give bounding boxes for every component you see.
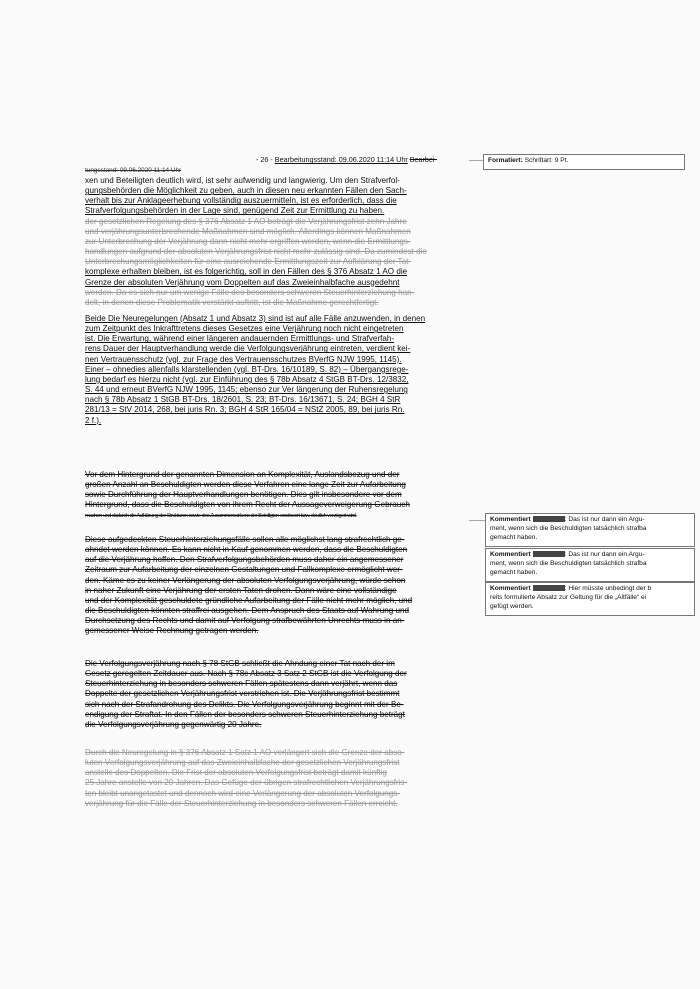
paragraph-6 xyxy=(85,748,469,809)
p4-line: ahndet werden können. Es kann nicht in Kauf genommen werden, dass die Beschuldigten xyxy=(85,545,408,555)
p6-line: luten Verfolgungsverjährung auf das Zweieinhalbfache der gesetzlichen Verjährungsfrist xyxy=(85,758,400,768)
p1-line: Unterbrechungsmöglichkeiten für eine ausreichende Ermittlungszeit zur Aufklärung der Tat- xyxy=(85,257,412,267)
p1-line: Strafverfolgungsbehörden in der Lage sind, genügend Zeit zur Ermittlung zu haben. xyxy=(85,206,385,216)
comment-text: ment, wenn sich die Beschuldigten tatsächlich strafba xyxy=(490,525,647,532)
paragraph-5 xyxy=(85,659,469,730)
p2-line: 281/13 = StV 2014, 268, bei juris Rn. 3; BGH 4 StR 165/04 = NStZ 2005, 89, bei juris Rn. xyxy=(85,405,405,415)
p6-line: verjährung für die Fälle der Steuerhinterziehung in besonders schweren Fällen erreicht. xyxy=(85,798,398,808)
comment-text: gemacht haben. xyxy=(490,569,538,576)
p1-line: werden. Da es sich nur um wenige Fälle des besonders schweren Steuerhinterziehung han- xyxy=(85,287,415,297)
p1-line: Grenze der absoluten Verjährung vom Doppelten auf das Zweieinhalbfache ausgedehnt xyxy=(85,277,400,287)
p2-line: ist. Die Erwartung, während einer längeren andauernden Ermittlungs- und Strafverfah- xyxy=(85,334,395,344)
comment-1[interactable]: Kommentiert : Das ist nur dann ein Argu- ment, wenn sich die Beschuldigten tatsächlich strafba gemacht haben. xyxy=(485,513,695,547)
p1-line: und verjährungsunterbrechende Maßnahmen sind möglich. Allerdings können Maßnahmen xyxy=(85,226,411,236)
comment-text: Hier müsste unbedingt der b xyxy=(568,585,652,592)
p5-line: endigung der Straftat. In den Fällen der besonders schweren Steuerhinterziehung beträgt xyxy=(85,709,405,719)
p2-line: Einer – ohnedies allenfalls klarstellenden (vgl. BT-Drs. 16/10189, S. 82) – Übergangsrege- xyxy=(85,364,409,374)
comment-label: Kommentiert xyxy=(490,516,531,523)
p4-line: den. Käme es zu keiner Verlängerung der absoluten Verfolgungsverjährung, würde schon xyxy=(85,575,406,585)
p4-line: und der Komplexität geschuldete gründliche Aufarbeitung der Fälle nicht mehr möglich, und xyxy=(85,595,413,605)
p4-line: in naher Zukunft eine Verjährung der ersten Taten drohen. Dann wäre eine vollständige xyxy=(85,585,397,595)
p3-line: Vor dem Hintergrund der genannten Dimension an Komplexität, Auslandsbezug und der xyxy=(85,470,400,479)
page-number: - 26 - xyxy=(256,155,273,164)
p2-line: lung bedarf es hierzu nicht (vgl. zur Einführung des § 78b Absatz 4 StGB BT-Drs. 12/3832, xyxy=(85,374,409,384)
p3-line: machen und dadurch die Aufklärung der Strukturen sowie des Zusammenwirkens der Beteiligten erschwert bzw. deutlich verzögert wird. xyxy=(85,512,357,519)
p5-line: Doppelte der gesetzlichen Verjährungsfrist verstrichen ist. Die Verjährungsfrist bestimmt xyxy=(85,689,400,699)
paragraph-4 xyxy=(85,535,469,637)
p4-line: Zeitraum zur Aufarbeitung der einzelnen Gestaltungen und Fallkomplexe ermöglicht wer- xyxy=(85,565,403,575)
p1-line: zur Unterbrechung der Verjährung dann nicht mehr ergriffen werden, wenn die Ermittlungs- xyxy=(85,236,411,246)
p4-line: gemessener Weise Rechnung getragen werden. xyxy=(85,626,259,636)
comment-label: Kommentiert xyxy=(490,551,531,558)
p5-line: sich nach der Strafandrohung des Delikts. Die Verfolgungsverjährung beginnt mit der Be- xyxy=(85,699,404,709)
p1-line: xen und Beteiligten deutlich wird, ist sehr aufwendig und langwierig. Um den Strafverfol- xyxy=(85,176,400,185)
status-line2: tungsstand: 09.06.2020 11:14 Uhr xyxy=(85,167,182,174)
comment-text: reits formulierte Absatz zur Geltung für die „Altfälle“ ei xyxy=(490,594,647,601)
p1-line: delt, in denen diese Problematik verstärkt auftritt, ist die Maßnahme gerechtfertigt. xyxy=(85,297,379,307)
p2-line: 2 f.). xyxy=(85,415,102,425)
comment-text: Das ist nur dann ein Argu- xyxy=(568,551,645,558)
paragraph-3 xyxy=(85,470,469,521)
formatted-note[interactable] xyxy=(483,154,685,170)
redacted-author xyxy=(533,551,565,557)
p5-line: die Verfolgungsverjährung gegenwärtig 20 Jahre. xyxy=(85,719,262,729)
page-header xyxy=(256,155,437,164)
p2-line: rens Dauer der Hauptverhandlung werde die Verfolgungsverjährung eintreten, verdient kei- xyxy=(85,344,411,354)
p4-line: Durchsetzung des Rechts und damit auf Verfolgung strafbewährten Unrechts muss in an- xyxy=(85,616,405,626)
comment-text: Das ist nur dann ein Argu- xyxy=(568,516,645,523)
comment-text: ment, wenn sich die Beschuldigten tatsächlich strafba xyxy=(490,560,647,567)
p3-line: sowie Durchführung der Hauptverhandlungen benötigen. Dies gilt insbesondere vor dem xyxy=(85,490,402,500)
p2-line: nach § 78b Absatz 1 StGB BT-Drs. 18/2601, S. 23; BT-Drs. 16/13671, S. 24; BGH 4 StR xyxy=(85,395,401,405)
p4-line: auf die Verjährung hoffen. Den Strafverfolgungsbehörden muss daher ein angemessener xyxy=(85,555,404,565)
p2-line: nen Vertrauensschutz (vgl. zur Frage des Vertrauensschutzes BVerfG NJW 1995, 1145). xyxy=(85,354,402,364)
comment-label: Kommentiert xyxy=(490,585,531,592)
connector-line xyxy=(469,520,485,521)
comment-3[interactable]: Kommentiert : Hier müsste unbedingt der b reits formulierte Absatz zur Geltung für die „Altfälle“ ei gefügt werden. xyxy=(485,582,695,616)
paragraph-1 xyxy=(85,176,469,308)
formatted-label: Formatiert: xyxy=(488,157,523,164)
p1-line: verhalt bis zur Anklageerhebung vollständig auszuermitteln, ist es erforderlich, dass die xyxy=(85,196,397,206)
p1-line: handlungen aufgrund der absoluten Verjährungsfrist nicht mehr zulässig sind. Da zumindest die xyxy=(85,247,427,257)
comment-2[interactable]: Kommentiert : Das ist nur dann ein Argu- ment, wenn sich die Beschuldigten tatsächlich strafba gemacht haben. xyxy=(485,548,695,582)
comment-text: gemacht haben. xyxy=(490,534,538,541)
p5-line: Die Verfolgungsverjährung nach § 78 StGB schließt die Ahndung einer Tat nach der im xyxy=(85,659,395,668)
p5-line: Steuerhinterziehung in besonders schweren Fällen spätestens dann verjährt, wenn das xyxy=(85,679,398,689)
p1-line: gungsbehörden die Möglichkeit zu geben, auch in diesen neu erkannten Fällen den Sach- xyxy=(85,186,407,196)
status-label: Bearbeitungsstand: 09.06.2020 11:14 Uhr xyxy=(274,155,408,164)
p3-line: Hintergrund, dass die Beschuldigten von ihrem Recht der Aussageverweigerung Gebrauch xyxy=(85,500,410,510)
p6-line: Durch die Neuregelung in § 376 Absatz 1 Satz 1 AO verlängert sich die Grenze der abso- xyxy=(85,748,405,757)
connector-line xyxy=(469,160,483,161)
p2-line: Beide Die Neuregelungen (Absatz 1 und Absatz 3) sind ist auf alle Fälle anzuwenden, in denen xyxy=(85,314,426,323)
redacted-author xyxy=(533,516,565,522)
p3-line: großen Anzahl an Beschuldigten werden diese Verfahren eine lange Zeit zur Aufarbeitung xyxy=(85,480,406,490)
p5-line: Gesetz geregelten Zeitdauer aus. Nach § 78c Absatz 3 Satz 2 StGB ist die Verfolgung der xyxy=(85,669,407,679)
paragraph-2 xyxy=(85,314,469,426)
p2-line: zum Zeitpunkt des Inkrafttretens dieses Gesetzes eine Verjährung noch nicht eingetreten xyxy=(85,324,404,334)
p1-line: komplexe erhalten bleiben, ist es folgerichtig, soll in den Fällen des § 376 Absatz 1 AO die xyxy=(85,267,408,277)
formatted-text: Schriftart: 9 Pt. xyxy=(524,157,569,164)
status-struck: Bearbei- xyxy=(409,155,437,164)
p6-line: ten bleibt unangetastet und dennoch wird eine Verlängerung der absoluten Verfolgungs- xyxy=(85,788,400,798)
p2-line: S. 44 und erneut BVerfG NJW 1995, 1145; ebenso zur Ver längerung der Ruhensregelung xyxy=(85,385,408,395)
p4-line: Diese aufgedeckten Steuerhinterziehungsfälle sollen alle möglichst lang strafrechtlich ge- xyxy=(85,535,405,544)
comment-text: gefügt werden. xyxy=(490,603,534,610)
p1-line: der gesetzlichen Regelung des § 376 Absatz 1 AO beträgt die Verjährungsfrist zehn Jahre xyxy=(85,216,407,226)
p6-line: anstelle des Doppelten. Die Frist der absoluten Verfolgungsfrist beträgt damit künftig xyxy=(85,768,387,778)
p6-line: 25 Jahre anstelle von 20 Jahren. Das Gefüge der übrigen strafrechtlichen Verjährungsfris- xyxy=(85,778,408,788)
redacted-author xyxy=(533,585,565,591)
p4-line: die Beschuldigten könnten straffrei ausgehen. Dem Anspruch des Staats auf Wahrung und xyxy=(85,606,409,616)
